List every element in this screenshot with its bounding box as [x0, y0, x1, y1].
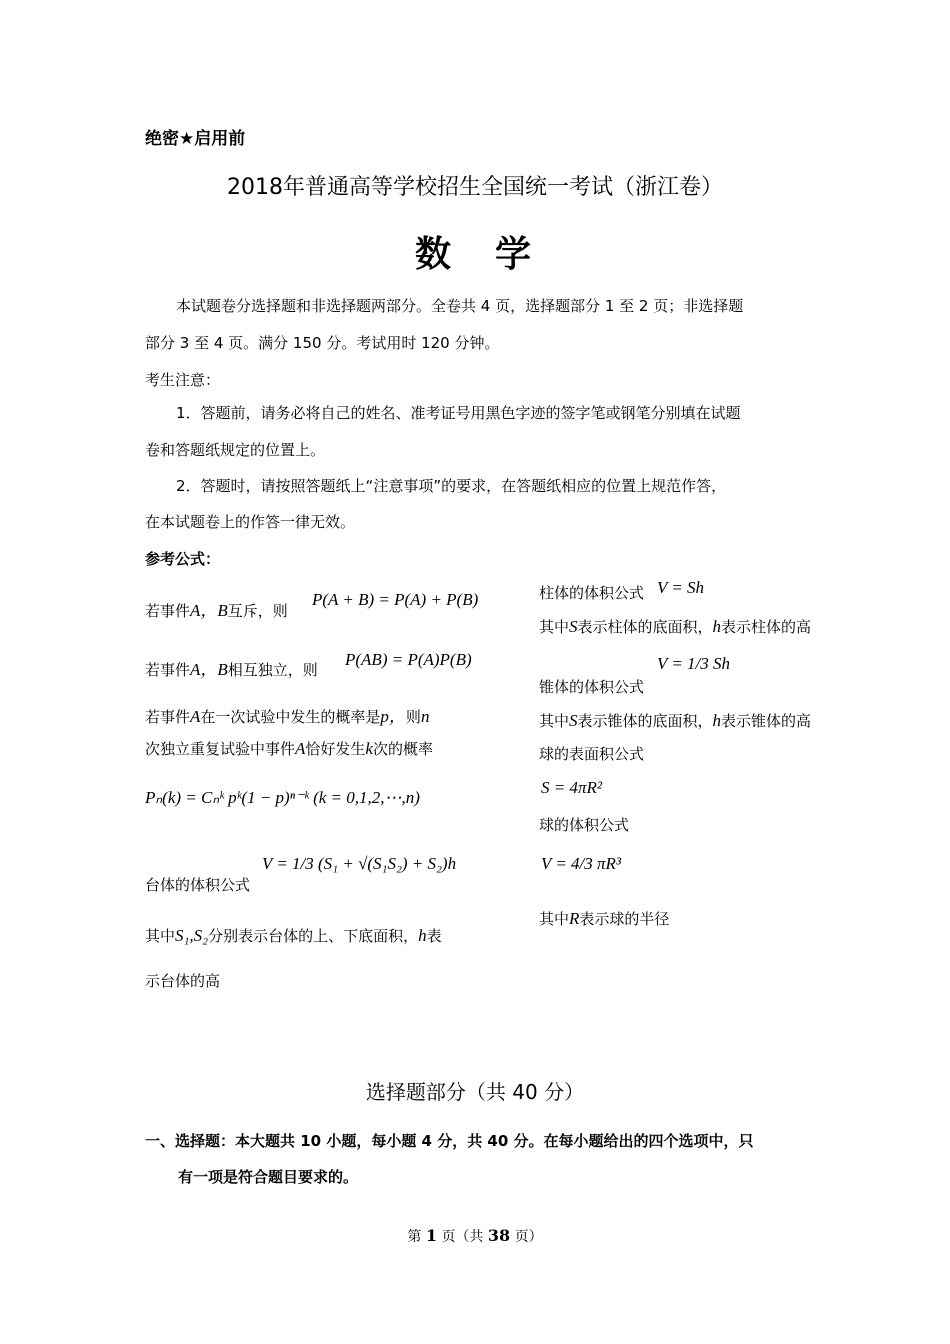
frustum-formula: V = 1/3 (S₁ + √(S₁S₂) + S₂)h	[262, 854, 457, 873]
page-footer: 第 1 页（共 38 页）	[407, 1226, 543, 1245]
notice-item-1-line-1: 1．答题前，请务必将自己的姓名、准考证号用黑色字迹的签字笔或钢笔分别填在试题	[176, 404, 741, 422]
frustum-desc-line-1: 其中S₁,S₂分别表示台体的上、下底面积，h表	[145, 926, 442, 945]
exclusive-events-vars: A，B	[190, 601, 228, 620]
exam-title: 2018年普通高等学校招生全国统一考试（浙江卷）	[227, 175, 723, 200]
sphere-area-label: 球的表面积公式	[539, 745, 645, 763]
cone-formula: V = 1/3 Sh	[657, 654, 731, 673]
trial-line-1: 若事件A在一次试验中发生的概率是p，则n	[145, 707, 430, 726]
independent-formula: P(AB) = P(A)P(B)	[345, 650, 472, 669]
section-title: 选择题部分（共 40 分）	[365, 1080, 585, 1104]
sphere-volume-label: 球的体积公式	[539, 816, 630, 834]
frustum-label: 台体的体积公式	[145, 876, 251, 894]
exclusive-formula: P(A + B) = P(A) + P(B)	[312, 590, 479, 609]
sphere-volume-formula: V = 4/3 πR³	[541, 854, 622, 873]
subject-title: 数 学	[414, 233, 535, 275]
formulas-heading: 参考公式：	[145, 550, 221, 568]
cone-label: 锥体的体积公式	[539, 678, 645, 696]
cone-desc: 其中S表示锥体的底面积，h表示锥体的高	[539, 711, 812, 730]
independent-events-line: 若事件A，B相互独立，则	[145, 660, 318, 679]
prism-formula: V = Sh	[657, 578, 705, 597]
prism-label: 柱体的体积公式	[539, 584, 645, 602]
question-heading-line-1: 一、选择题：本大题共 10 小题，每小题 4 分，共 40 分。在每小题给出的四个选项中，只	[145, 1132, 754, 1150]
page-total: 38	[487, 1226, 511, 1245]
exclusive-events-line: 若事件A，B互斥，则	[145, 601, 288, 620]
trial-line-2: 次独立重复试验中事件A恰好发生k次的概率	[145, 739, 433, 758]
notice-item-2-line-1: 2．答题时，请按照答题纸上“注意事项”的要求，在答题纸相应的位置上规范作答，	[176, 477, 727, 495]
page-number: 1	[425, 1226, 437, 1245]
sphere-area-formula: S = 4πR²	[541, 778, 602, 797]
notice-item-1-line-2: 卷和答题纸规定的位置上。	[145, 441, 326, 459]
question-heading-line-2: 有一项是符合题目要求的。	[178, 1168, 359, 1186]
binomial-formula: Pₙ(k) = Cₙᵏ pᵏ(1 − p)ⁿ⁻ᵏ (k = 0,1,2,⋯,n)	[145, 788, 420, 807]
intro-line-1: 本试题卷分选择题和非选择题两部分。全卷共 4 页，选择题部分 1 至 2 页；非选择题	[176, 297, 744, 315]
secret-label: 绝密★启用前	[145, 129, 246, 149]
notice-heading: 考生注意：	[145, 371, 221, 389]
intro-line-2: 部分 3 至 4 页。满分 150 分。考试用时 120 分钟。	[145, 334, 500, 352]
sphere-desc: 其中R表示球的半径	[539, 909, 670, 928]
frustum-desc-line-2: 示台体的高	[145, 972, 221, 990]
prism-desc: 其中S表示柱体的底面积，h表示柱体的高	[539, 617, 812, 636]
notice-item-2-line-2: 在本试题卷上的作答一律无效。	[145, 513, 356, 531]
independent-events-vars: A，B	[190, 660, 228, 679]
